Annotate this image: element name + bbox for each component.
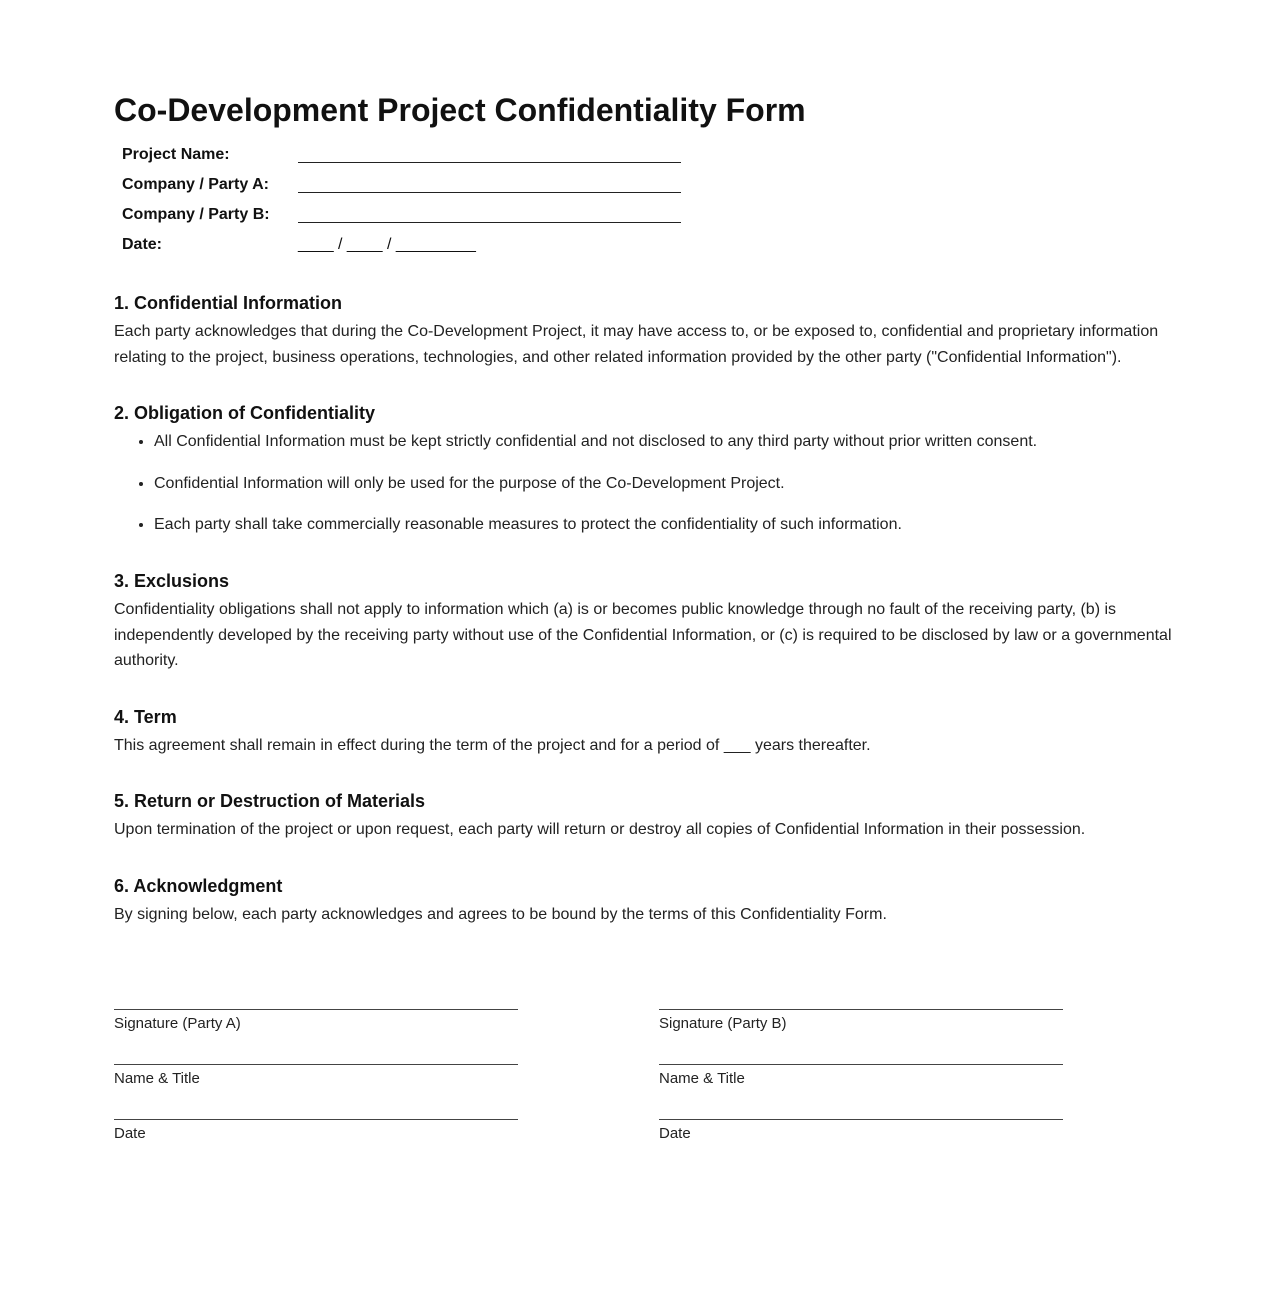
party-a-label: Company / Party A: [122,176,269,193]
date-sig-label: Date [659,1125,691,1142]
party-a-field[interactable] [298,192,681,193]
section-term [114,705,1174,759]
project-name-label: Project Name: [122,146,230,163]
signature-label: Signature (Party A) [114,1015,241,1032]
section-heading: 5. Return or Destruction of Materials [114,791,426,811]
section-text: This agreement shall remain in effect during the term of the project and for a period of ___ years thereafter. [114,737,871,754]
date-line[interactable] [114,1119,518,1120]
date-label: Date: [122,236,163,253]
page-title: Co-Development Project Confidentiality Form [114,92,806,128]
party-b-label: Company / Party B: [122,206,270,223]
section-heading: 6. Acknowledgment [114,876,283,896]
name-title-label: Name & Title [114,1070,200,1087]
name-title-party-a [114,1064,518,1089]
party-b-field[interactable] [298,222,681,223]
date-party-a [114,1119,518,1144]
section-heading: 1. Confidential Information [114,293,342,313]
list-item: • Each party shall take commercially reasonable measures to protect the confidentiality of such information. [154,512,1174,537]
date-field[interactable]: ____ / ____ / _________ [298,236,476,253]
signature-line[interactable] [659,1009,1063,1010]
list-item: • All Confidential Information must be kept strictly confidential and not disclosed to any third party without prior written consent. [154,429,1174,454]
section-exclusions [114,569,1174,674]
section-confidential-information [114,291,1174,370]
signature-party-b [659,1009,1063,1034]
obligation-list [114,429,1174,537]
section-return-destruction [114,789,1174,843]
section-text: By signing below, each party acknowledges and agrees to be bound by the terms of this Confidentiality Form. [114,906,887,923]
date-party-b [659,1119,1063,1144]
section-acknowledgment [114,874,1174,928]
name-title-party-b [659,1064,1063,1089]
section-text: Confidentiality obligations shall not apply to information which (a) is or becomes public knowledge through no fault of the receiving party, (b) is independently developed by the receiving party without use of the Confidential Information, or (c) is required to be disclosed by law or a governmental authority. [114,601,1172,669]
date-line[interactable] [659,1119,1063,1120]
signature-party-a [114,1009,518,1034]
signature-label: Signature (Party B) [659,1015,787,1032]
section-text: Each party acknowledges that during the Co-Development Project, it may have access to, or be exposed to, confidential and proprietary information relating to the project, business operations, technologies, and other related information provided by the other party ("Confidential Information"). [114,323,1159,366]
project-name-field[interactable] [298,162,681,163]
section-heading: 3. Exclusions [114,571,230,591]
section-obligation [114,401,1174,554]
date-sig-label: Date [114,1125,146,1142]
name-title-line[interactable] [114,1064,518,1065]
name-title-line[interactable] [659,1064,1063,1065]
section-text: Upon termination of the project or upon request, each party will return or destroy all copies of Confidential Information in their possession. [114,821,1086,838]
section-heading: 2. Obligation of Confidentiality [114,403,375,423]
signature-line[interactable] [114,1009,518,1010]
section-heading: 4. Term [114,707,177,727]
list-item: • Confidential Information will only be used for the purpose of the Co-Development Project. [154,471,1174,496]
name-title-label: Name & Title [659,1070,745,1087]
